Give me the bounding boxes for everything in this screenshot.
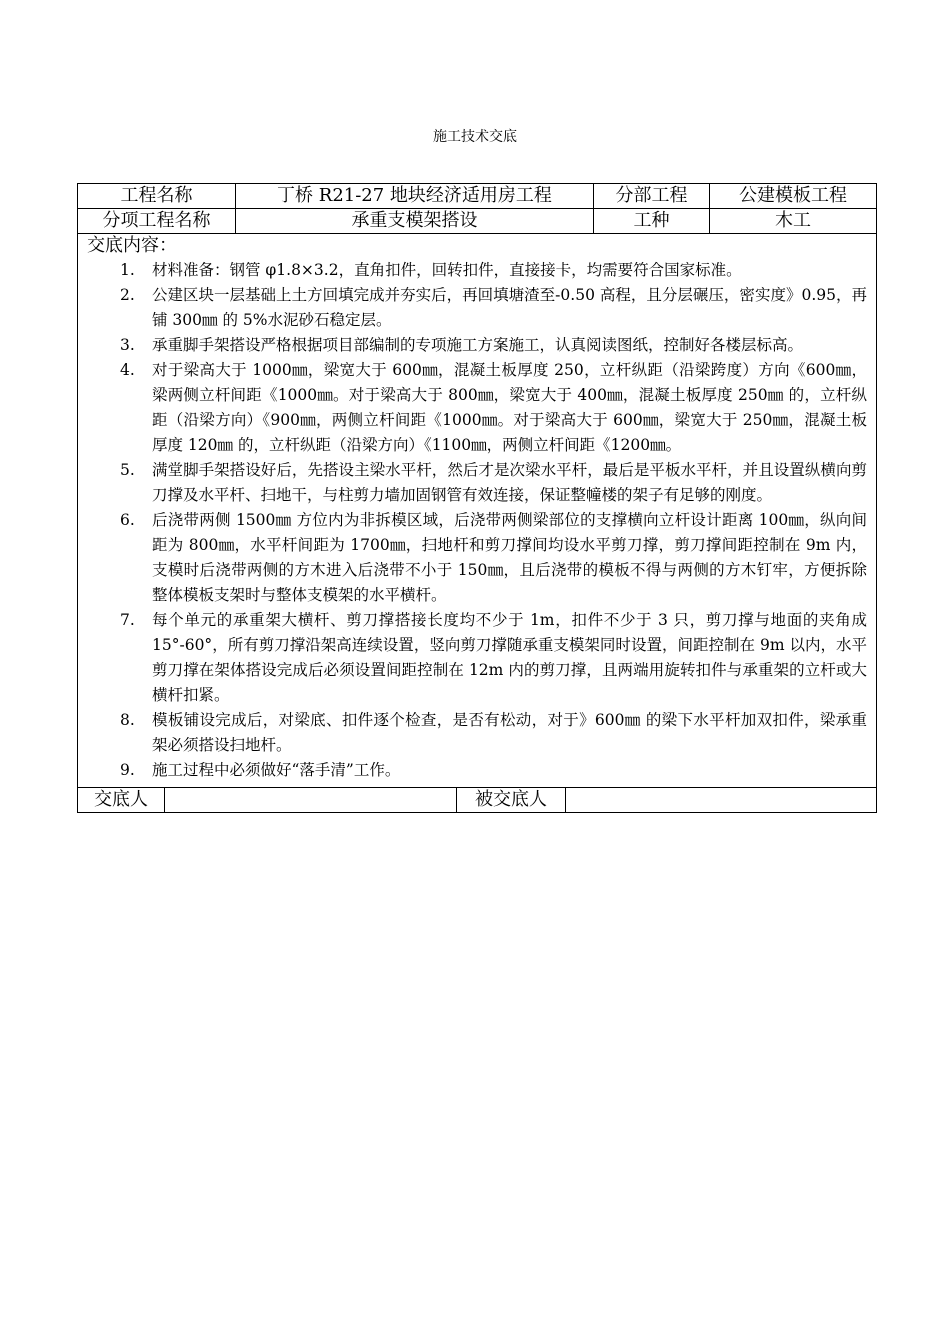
item-text: 对于梁高大于 1000㎜，梁宽大于 600㎜，混凝土板厚度 250，立杆纵距（沿梁跨度）方向《600㎜，梁两侧立杆间距《1000㎜。对于梁高大于 800㎜，梁宽大于 400㎜，混凝土板厚度 250㎜ 的，立杆纵距（沿梁方向）《900㎜，两侧立杆间距《1000㎜。对于梁高大于 600㎜，梁宽大于 250㎜，混凝土板厚度 120㎜ 的，立杆纵距（沿梁方向）《1100㎜，两侧立杆间距《1200㎜。 xyxy=(152,361,867,454)
item-text: 施工过程中必须做好“落手清”工作。 xyxy=(152,761,401,779)
item-text: 每个单元的承重架大横杆、剪刀撑搭接长度均不少于 1m，扣件不少于 3 只，剪刀撑与地面的夹角成 15°-60°，所有剪刀撑沿架高连续设置，竖向剪刀撑随承重支模架同时设置，间距控制在 9m 以内，水平剪刀撑在架体搭设完成后必须设置间距控制在 12m 内的剪刀撑，且两端用旋转扣件与承重架的立杆或大横杆扣紧。 xyxy=(152,611,867,704)
item-number: 5. xyxy=(120,461,135,479)
list-item xyxy=(78,508,876,608)
trade-label: 工种 xyxy=(594,209,710,233)
list-item xyxy=(78,258,876,283)
item-text: 公建区块一层基础上土方回填完成并夯实后，再回填塘渣至-0.50 高程，且分层碾压，密实度》0.95，再铺 300㎜ 的 5%水泥砂石稳定层。 xyxy=(152,286,867,329)
item-text: 模板铺设完成后，对梁底、扣件逐个检查，是否有松动，对于》600㎜ 的梁下水平杆加双扣件，梁承重架必须搭设扫地杆。 xyxy=(152,711,867,754)
division-value: 公建模板工程 xyxy=(739,185,847,206)
disclosure-table xyxy=(77,183,877,813)
receiver-signature-field[interactable] xyxy=(566,788,876,812)
list-item xyxy=(78,758,876,783)
header-row-project xyxy=(78,184,876,209)
disclosure-content xyxy=(78,234,876,788)
trade-value: 木工 xyxy=(775,210,811,231)
item-number: 4. xyxy=(120,361,135,379)
item-text: 满堂脚手架搭设好后，先搭设主梁水平杆，然后才是次梁水平杆，最后是平板水平杆，并且设置纵横向剪刀撑及水平杆、扫地干，与柱剪力墙加固钢管有效连接，保证整幢楼的架子有足够的刚度。 xyxy=(152,461,867,504)
list-item xyxy=(78,333,876,358)
item-number: 9. xyxy=(120,761,135,779)
list-item xyxy=(78,358,876,458)
list-item xyxy=(78,608,876,708)
receiver-label: 被交底人 xyxy=(457,788,566,812)
division-label: 分部工程 xyxy=(594,184,710,208)
item-number: 1. xyxy=(120,261,135,279)
item-text: 后浇带两侧 1500㎜ 方位内为非拆模区域，后浇带两侧梁部位的支撑横向立杆设计距离 100㎜，纵向间距为 800㎜，水平杆间距为 1700㎜，扫地杆和剪刀撑间均设水平剪刀撑，剪刀撑间距控制在 9m 内，支模时后浇带两侧的方木进入后浇带不小于 150㎜，且后浇带的模板不得与两侧的方木钉牢，方便拆除整体模板支架时与整体支模架的水平横杆。 xyxy=(152,511,867,604)
subitem-name-label: 分项工程名称 xyxy=(78,209,236,233)
list-item xyxy=(78,283,876,333)
item-number: 3. xyxy=(120,336,135,354)
content-label: 交底内容： xyxy=(87,235,177,256)
list-item xyxy=(78,458,876,508)
briefer-signature-field[interactable] xyxy=(165,788,457,812)
project-name-label: 工程名称 xyxy=(78,184,236,208)
subitem-name-value: 承重支模架搭设 xyxy=(236,209,594,233)
header-row-subitem xyxy=(78,209,876,234)
item-number: 7. xyxy=(120,611,135,629)
item-number: 2. xyxy=(120,286,135,304)
content-list xyxy=(78,258,876,783)
signature-row xyxy=(78,788,876,812)
item-text: 材料准备：钢管 φ1.8×3.2，直角扣件，回转扣件，直接接卡，均需要符合国家标准。 xyxy=(152,261,742,279)
briefer-label: 交底人 xyxy=(78,788,165,812)
project-name-value: 丁桥 R21-27 地块经济适用房工程 xyxy=(236,184,594,208)
item-number: 8. xyxy=(120,711,135,729)
document-title: 施工技术交底 xyxy=(433,129,517,145)
list-item xyxy=(78,708,876,758)
item-number: 6. xyxy=(120,511,135,529)
item-text: 承重脚手架搭设严格根据项目部编制的专项施工方案施工，认真阅读图纸，控制好各楼层标高。 xyxy=(152,336,804,354)
